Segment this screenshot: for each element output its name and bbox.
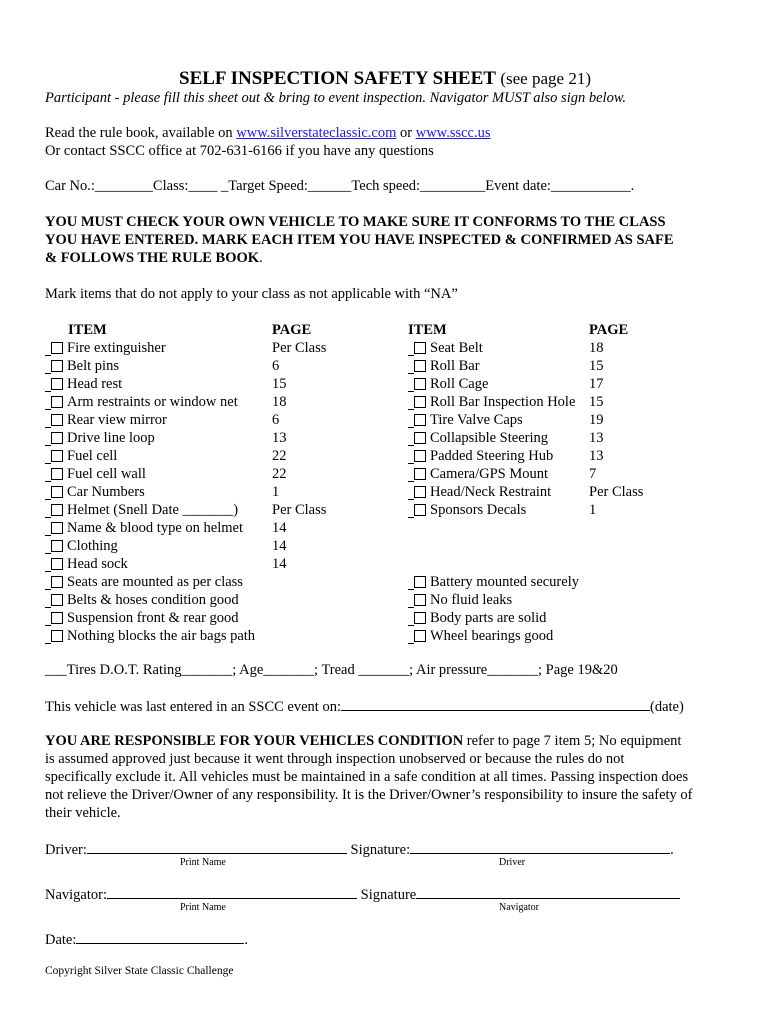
responsibility-line-5: their vehicle. xyxy=(45,805,121,821)
item-page: 1 xyxy=(589,502,597,518)
checklist-row xyxy=(408,339,668,357)
checklist-row xyxy=(45,339,365,357)
na-note: Mark items that do not apply to your class as not applicable with “NA” xyxy=(45,286,458,302)
checkbox[interactable] xyxy=(414,432,426,444)
checklist-row xyxy=(45,591,365,609)
responsibility-line-1 xyxy=(45,733,681,750)
checkbox[interactable] xyxy=(414,612,426,624)
last-entered-text: This vehicle was last entered in an SSCC event on: xyxy=(45,699,341,715)
item-page: 14 xyxy=(272,538,287,554)
checkbox[interactable] xyxy=(414,630,426,642)
checklist-row xyxy=(45,501,365,519)
checkbox[interactable] xyxy=(51,630,63,642)
item-label: Head rest xyxy=(67,376,123,392)
navigator-signature-field[interactable] xyxy=(416,885,680,899)
last-entered-line xyxy=(45,697,725,716)
checkbox[interactable] xyxy=(51,432,63,444)
item-page: 19 xyxy=(589,412,604,428)
checkbox[interactable] xyxy=(51,540,63,552)
item-label: Nothing blocks the air bags path xyxy=(67,628,256,644)
checkbox[interactable] xyxy=(51,396,63,408)
item-label: Camera/GPS Mount xyxy=(430,466,549,482)
checkbox[interactable] xyxy=(51,486,63,498)
tires-line[interactable]: ___Tires D.O.T. Rating_______; Age_______; Tread _______; Air pressure_______; Page 19&20 xyxy=(45,662,618,678)
checklist-row xyxy=(408,501,668,519)
item-label: Arm restraints or window net xyxy=(67,394,238,410)
item-page: 1 xyxy=(272,484,280,500)
item-label: Roll Bar xyxy=(430,358,480,374)
checklist-row xyxy=(45,411,365,429)
page-title xyxy=(0,68,770,90)
car-info-line[interactable]: Car No.:________Class:____ _Target Speed:______Tech speed:_________Event date:___________. xyxy=(45,178,635,194)
item-page: 15 xyxy=(272,376,287,392)
item-page: 22 xyxy=(272,466,287,482)
checkbox[interactable] xyxy=(51,612,63,624)
navigator-label: Navigator: xyxy=(45,887,108,903)
checklist-row xyxy=(408,447,668,465)
checklist-row xyxy=(408,375,668,393)
checklist-row xyxy=(408,627,668,645)
item-page: Per Class xyxy=(589,484,644,500)
checklist-row xyxy=(408,357,668,375)
item-label: Belt pins xyxy=(67,358,119,374)
item-label: Battery mounted securely xyxy=(430,574,579,590)
item-label: Fuel cell wall xyxy=(67,466,146,482)
checklist-row xyxy=(45,357,365,375)
responsibility-line-1-rest: refer to page 7 item 5; No equipment xyxy=(463,733,682,749)
checkbox[interactable] xyxy=(51,558,63,570)
item-label: Head sock xyxy=(67,556,128,572)
checklist-row xyxy=(45,375,365,393)
checkbox[interactable] xyxy=(51,450,63,462)
checklist-row xyxy=(45,483,365,501)
checkbox[interactable] xyxy=(414,468,426,480)
checkbox[interactable] xyxy=(414,594,426,606)
last-entered-suffix: (date) xyxy=(649,699,684,715)
item-label: No fluid leaks xyxy=(430,592,513,608)
checkbox[interactable] xyxy=(51,522,63,534)
checklist-row xyxy=(45,465,365,483)
item-page: 18 xyxy=(272,394,287,410)
item-page: Per Class xyxy=(272,502,327,518)
driver-print-name-caption: Print Name xyxy=(180,857,226,868)
responsibility-line-4: not relieve the Driver/Owner of any responsibility. It is the Driver/Owner’s responsibility to insure the safety of xyxy=(45,787,693,803)
item-page: 17 xyxy=(589,376,604,392)
responsibility-line-3: specifically exclude it. All vehicles must be maintained in a safe condition at all times. Passing inspection does xyxy=(45,769,689,785)
checklist-row xyxy=(45,573,365,591)
checklist-row xyxy=(408,573,668,591)
item-label: Body parts are solid xyxy=(430,610,547,626)
checklist-row xyxy=(408,609,668,627)
item-label: Drive line loop xyxy=(67,430,155,446)
checkbox[interactable] xyxy=(414,414,426,426)
checkbox[interactable] xyxy=(414,378,426,390)
driver-name-field[interactable] xyxy=(87,840,347,854)
checklist-row xyxy=(408,393,668,411)
rulebook-line xyxy=(45,125,491,142)
warning-line-3 xyxy=(45,250,263,267)
checkbox[interactable] xyxy=(414,342,426,354)
item-label: Car Numbers xyxy=(67,484,145,500)
item-page: 22 xyxy=(272,448,287,464)
title-text: SELF INSPECTION SAFETY SHEET xyxy=(179,68,496,89)
checkbox[interactable] xyxy=(51,342,63,354)
checkbox[interactable] xyxy=(51,468,63,480)
checkbox[interactable] xyxy=(414,486,426,498)
warning-line-2: YOU HAVE ENTERED. MARK EACH ITEM YOU HAVE INSPECTED & CONFIRMED AS SAFE xyxy=(45,232,674,248)
item-label: Sponsors Decals xyxy=(430,502,527,518)
checklist-row xyxy=(45,447,365,465)
instruction-text: Participant - please fill this sheet out & bring to event inspection. Navigator MUST also sign below. xyxy=(45,90,627,106)
copyright-footer: Copyright Silver State Classic Challenge xyxy=(45,965,234,977)
responsibility-bold: YOU ARE RESPONSIBLE FOR YOUR VEHICLES CONDITION xyxy=(45,733,464,749)
checkbox[interactable] xyxy=(414,396,426,408)
checkbox[interactable] xyxy=(51,504,63,516)
item-page: 13 xyxy=(272,430,287,446)
driver-line: Driver: Signature: . xyxy=(45,842,674,858)
item-label: Roll Bar Inspection Hole xyxy=(430,394,576,410)
last-entered-date-field[interactable] xyxy=(341,697,650,711)
col-header-page-left: PAGE xyxy=(272,322,312,338)
col-header-item-left: ITEM xyxy=(68,322,107,338)
contact-line: Or contact SSCC office at 702-631-6166 if you have any questions xyxy=(45,143,434,159)
checklist-row xyxy=(408,465,668,483)
title-subtext: (see page 21) xyxy=(500,69,591,88)
checkbox[interactable] xyxy=(414,504,426,516)
link-sscc[interactable]: www.sscc.us xyxy=(415,125,491,141)
item-page: 13 xyxy=(589,430,604,446)
checklist-row xyxy=(45,519,365,537)
navigator-line xyxy=(45,885,680,904)
checkbox[interactable] xyxy=(51,378,63,390)
driver-label: Driver: xyxy=(45,842,87,858)
item-label: Wheel bearings good xyxy=(430,628,554,644)
checkbox[interactable] xyxy=(51,360,63,372)
item-page: 14 xyxy=(272,520,287,536)
checklist-row xyxy=(45,555,365,573)
driver-signature-label: Signature: xyxy=(350,842,411,858)
checklist-row xyxy=(408,411,668,429)
item-label: Rear view mirror xyxy=(67,412,167,428)
checkbox[interactable] xyxy=(414,450,426,462)
item-label: Name & blood type on helmet xyxy=(67,520,243,536)
checkbox[interactable] xyxy=(51,576,63,588)
checklist-row xyxy=(45,429,365,447)
item-label: Helmet (Snell Date _______) xyxy=(67,502,239,518)
navigator-signature-label: Signature xyxy=(360,887,417,903)
checkbox[interactable] xyxy=(414,360,426,372)
item-label: Roll Cage xyxy=(430,376,489,392)
item-label: Padded Steering Hub xyxy=(430,448,554,464)
item-label: Seat Belt xyxy=(430,340,483,356)
driver-signature-field[interactable] xyxy=(410,840,670,854)
item-label: Fuel cell xyxy=(67,448,118,464)
col-header-page-right: PAGE xyxy=(589,322,629,338)
item-label: Head/Neck Restraint xyxy=(430,484,552,500)
checklist-row xyxy=(408,429,668,447)
date-line: Date: . xyxy=(45,932,249,948)
item-page: 13 xyxy=(589,448,604,464)
item-label: Belts & hoses condition good xyxy=(67,592,239,608)
item-page: 18 xyxy=(589,340,604,356)
warning-line-3-text: & FOLLOWS THE RULE BOOK xyxy=(45,250,260,266)
checklist-row xyxy=(45,609,365,627)
rulebook-or: or xyxy=(400,125,413,141)
rulebook-prefix: Read the rule book, available on xyxy=(45,125,233,141)
navigator-caption: Navigator xyxy=(499,902,539,913)
responsibility-line-2: is assumed approved just because it went through inspection unobserved or because the rules do not xyxy=(45,751,625,767)
driver-caption: Driver xyxy=(499,857,526,868)
item-page: 7 xyxy=(589,466,597,482)
date-field[interactable] xyxy=(76,930,244,944)
checklist-row xyxy=(45,393,365,411)
item-page: 14 xyxy=(272,556,287,572)
col-header-item-right: ITEM xyxy=(408,322,447,338)
navigator-name-field[interactable] xyxy=(107,885,357,899)
link-silverstateclassic[interactable]: www.silverstateclassic.com xyxy=(236,125,397,141)
item-label: Seats are mounted as per class xyxy=(67,574,243,590)
checkbox[interactable] xyxy=(51,594,63,606)
item-page: 6 xyxy=(272,358,280,374)
item-page: 15 xyxy=(589,358,604,374)
item-label: Collapsible Steering xyxy=(430,430,548,446)
date-label: Date: xyxy=(45,932,77,948)
item-label: Clothing xyxy=(67,538,118,554)
checkbox[interactable] xyxy=(51,414,63,426)
warning-line-3-end: . xyxy=(259,250,263,266)
checklist-row xyxy=(408,483,668,501)
item-page: Per Class xyxy=(272,340,327,356)
item-page: 6 xyxy=(272,412,280,428)
item-label: Tire Valve Caps xyxy=(430,412,523,428)
checklist-row xyxy=(45,627,365,645)
navigator-print-name-caption: Print Name xyxy=(180,902,226,913)
item-label: Suspension front & rear good xyxy=(67,610,239,626)
item-page: 15 xyxy=(589,394,604,410)
checkbox[interactable] xyxy=(414,576,426,588)
checklist-row xyxy=(45,537,365,555)
item-label: Fire extinguisher xyxy=(67,340,166,356)
checklist-row xyxy=(408,591,668,609)
warning-line-1: YOU MUST CHECK YOUR OWN VEHICLE TO MAKE SURE IT CONFORMS TO THE CLASS xyxy=(45,214,666,230)
